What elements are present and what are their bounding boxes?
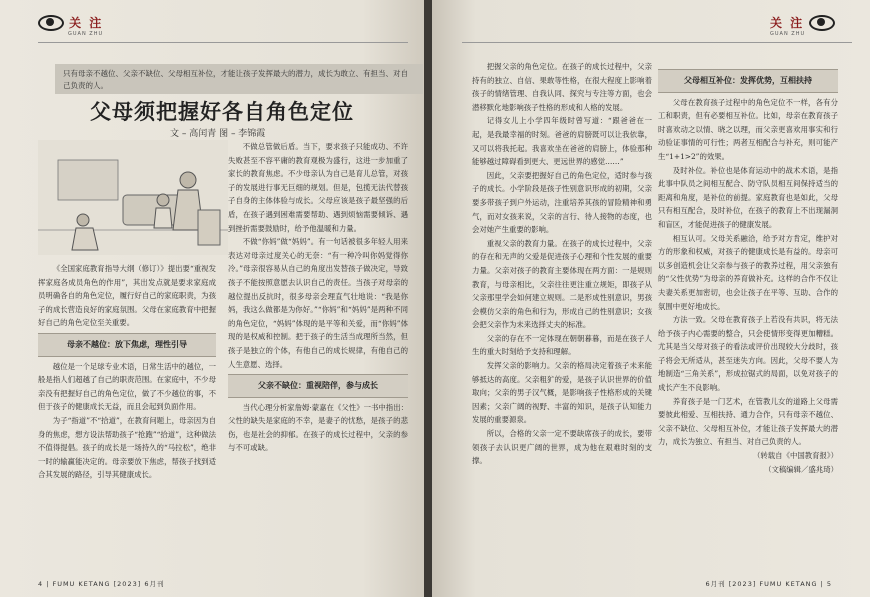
paragraph: 因此，父亲要把握好自己的角色定位，适时参与孩子的成长。小学阶段是孩子性别意识形成的初期，父亲要多带孩子到户外运动，注重培养其孩的冒险精神和勇气，而对女孩来说，父亲的言行、待人接物的态度，也会对她产生重要的影响。 — [472, 170, 652, 235]
section-label: 关 注 — [770, 16, 805, 30]
left-column-1 — [38, 262, 216, 577]
section-sub: GUAN ZHU — [770, 31, 806, 37]
paragraph: 为子“指道”不“拾道”，在教育问题上，母亲因为自身的焦虑，想方设法帮助孩子“抢跑”“拾道”，这种做法不值得提倡。孩子的成长是一场持久的“马拉松”，绝非一时的输赢能决定的。母亲要放下焦虑，帮孩子找到适合其发展的路径，引导其健康成长。 — [38, 415, 216, 480]
paragraph: 当代心理分析家詹姆·蒙嘉在《父性》一书中指出：父性的缺失是家庭的不幸，是妻子的忧愁，是孩子的悲伤，也是社会的抑郁。在孩子的成长过程中，父亲的参与不可或缺。 — [228, 402, 408, 453]
section-header — [38, 12, 103, 42]
paragraph: 记得女儿上小学四年级时曾写道：“跟爸爸在一起，是我最幸福的时刻。爸爸的肩膀既可以让我依靠，又可以将我托起。我喜欢坐在爸爸的肩膀上，体验那种能够越过障碍看到更大、更远世界的感觉……” — [472, 116, 652, 167]
right-page — [432, 0, 870, 597]
paragraph: 方法一致。父母在教育孩子上若没有共识，将无法给予孩子内心需要的整合，只会使情形变得更加糟糕。尤其是当父母对孩子的看法或评价出现较大分歧时，孩子将会无所适从，甚至迷失方向。因此，父母不要人为地制造“三角关系”，形成拉锯式的局面，以免对孩子的成长产生不良影响。 — [658, 315, 838, 393]
editor-credit: （文稿编辑／盛兆琦） — [764, 464, 838, 474]
article-byline: 文 – 高闰青 图 – 李锦霞 — [170, 129, 266, 139]
paragraph: 养育孩子是一门艺术，在管教儿女的道路上父母需要彼此相爱、互相扶持、通力合作，只有母亲不越位、父亲不缺位、父母相互补位，才能让孩子发挥最大的潜力，成长为独立、有担当、对自己负责的人。 — [658, 396, 838, 447]
family-illustration — [38, 140, 228, 255]
paragraph: 及时补位。补位也是体育运动中的战术术语，是指此事中队员之间相互配合、防守队员相互间保持适当的距离和角度，是补位的前提。家庭教育也是如此，父母只有相互配合，及时补位，在孩子的教育上不出现漏洞和盲区，才能促进孩子的健康发展。 — [658, 165, 838, 229]
paragraph: 发挥父亲的影响力。父亲的格局决定着孩子未来能够抵达的高度。父亲粗犷的爱，是孩子认识世界的价值取向；父亲的男子汉气概，是影响孩子性格形成的关键因素；父亲广阔的视野、丰富的知识，是孩子认知能力发展的重要源泉。 — [472, 361, 652, 425]
header-rule — [38, 42, 408, 43]
source-credit: （转载自《中国教育报》） — [753, 451, 838, 461]
paragraph: 《全国家庭教育指导大纲（修订）》提出要“重视发挥家庭各成员角色的作用”，其出发点就是要求家庭成员明确各自的角色定位，履行好自己的家庭职责，为孩子的成长营造良好的家庭氛围。父母在家庭教育中把握好自己的角色定位至关重要。 — [38, 264, 216, 328]
paragraph: 越位是一个足球专业术语，日常生活中的越位，一般是指人们超越了自己的职责范围。在家庭中，不少母亲没有把握好自己的角色定位，做了不少越位的事，不但于孩子的健康成长无益，而且会起到负面作用。 — [38, 361, 216, 412]
right-column-2 — [658, 66, 838, 570]
right-column-1 — [472, 60, 652, 570]
paragraph: 所以，合格的父亲一定不要缺席孩子的成长，要带领孩子去认识更广阔的世界，成为他在艰难时刻的支撑。 — [472, 429, 652, 466]
paragraph: 父亲的存在不一定体现在朝朝暮暮，而是在孩子人生的重大时刻给予支持和理解。 — [472, 333, 652, 357]
paragraph: 相互认可。父母关系融洽，给予对方肯定，维护对方的形象和权威，对孩子的健康成长是有益的。母亲可以多创造机会让父亲参与孩子的教养过程，用父亲独有的“父性优势”为母亲的养育做补充。这样的合作不仅让夫妻关系更加密切，也会让孩子在平等、互助、合作的氛围中更好地成长。 — [658, 233, 838, 311]
paragraph: 父母在教育孩子过程中的角色定位不一样，各有分工和职责，但有必要相互补位。比如，母亲在教育孩子时喜欢动之以情、晓之以理，而父亲更喜欢用事实和行动验证事情的可行性；两者互相配合与补充，则可能产生“1+1>2”的效果。 — [658, 97, 838, 161]
page-folio-left: 4 | FUMU KETANG [2023] 6月刊 — [38, 580, 165, 588]
subheading-father: 父亲不缺位：重视陪伴，参与成长 — [228, 374, 408, 398]
subheading-mutual: 父母相互补位：发挥优势，互相扶持 — [658, 69, 838, 93]
section-sub: GUAN ZHU — [68, 31, 104, 37]
paragraph: 把握父亲的角色定位。在孩子的成长过程中，父亲持有的独立、自信、果敢等性格，在很大程度上影响着孩子的情绪管理、自我认同、探究与专注等方面，也会潜移默化地影响孩子性格的形成和人格的发展。 — [472, 62, 652, 112]
left-page — [0, 0, 426, 597]
paragraph: 不做“你妈”做“妈妈”。有一句话被很多年轻人用来表达对母亲过度关心的无奈：“有一种冷叫你妈觉得你冷。”母亲很容易从自己的角度出发替孩子做决定，导致孩子不能按照意愿去认识自己的责任。当孩子对母亲的越位提出反抗时，很多母亲会理直气壮地说：“我是你妈，我这么做都是为你好。”“你妈”和“妈妈”是两种不同的角色定位，“妈妈”体现的是平等和关爱，而“你妈”体现的是权威和控制。把于孩子的生活当成理所当然，但孩子是独立的个体，有他自己的成长规律，有他自己的人生意愿、选择。 — [228, 237, 408, 369]
header-rule — [462, 42, 852, 43]
section-header-right — [770, 12, 835, 42]
article-title: 父母须把握好各自角色定位 — [90, 99, 354, 124]
page-folio-right: 6月刊 [2023] FUMU KETANG | 5 — [705, 580, 832, 588]
paragraph: 不做总管做后盾。当下，要求孩子只能成功、不许失败甚至不容平庸的教育观极为盛行，这进一步加重了家长的教育焦虑。不少母亲认为自己是育儿总管，对孩子的发展进行事无巨细的规划。但是，包揽无法代替孩子自身的主体体验与成长。父母应该是孩子最坚强的后盾，在孩子遇到困难需要帮助、遇到烦恼需要倾诉、遇到挫折需要鼓励时，给予他温暖和力量。 — [228, 142, 408, 233]
section-label: 关 注 — [69, 16, 104, 30]
paragraph: 重视父亲的教育力量。在孩子的成长过程中，父亲的存在和无声的父爱是促进孩子心理和个性发展的重要力量。父亲对孩子的教育主要体现在两方面：一是规则教育，与母亲相比，父亲往往更注重立规矩，即孩子从父亲那里学会如何建立规则。二是形成性别意识，男孩会模仿父亲的角色和行为，形成自己的性别意识；女孩会把父亲作为未来选择丈夫的标准。 — [472, 238, 652, 330]
intro-quote: 只有母亲不越位、父亲不缺位、父母相互补位，才能让孩子发挥最大的潜力，成长为敢立、有担当、对自己负责的人。 — [55, 64, 423, 94]
subheading-mother: 母亲不越位：放下焦虑，理性引导 — [38, 333, 216, 357]
left-column-2 — [228, 140, 408, 577]
eye-icon — [38, 15, 64, 31]
eye-icon — [809, 15, 835, 31]
